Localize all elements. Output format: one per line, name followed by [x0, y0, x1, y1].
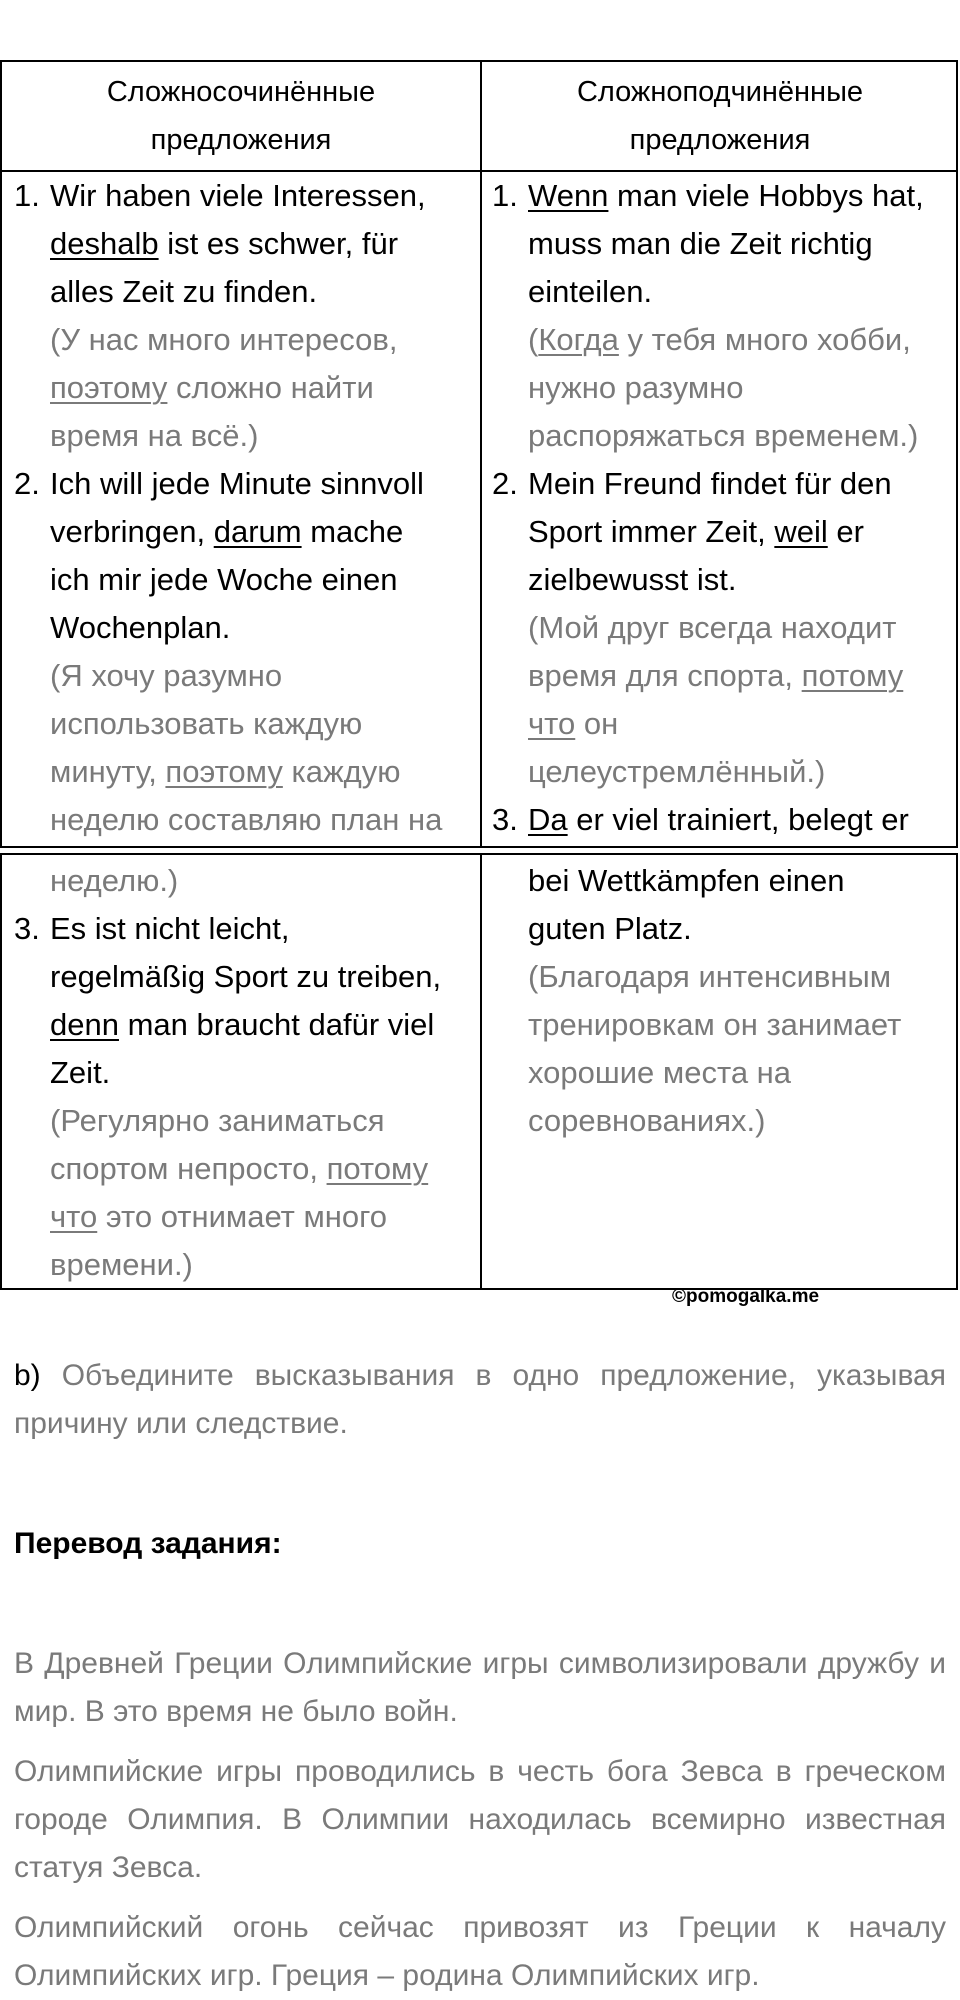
text-segment: минуту,: [50, 754, 166, 789]
text-line: [14, 220, 442, 268]
conjunction: deshalb: [50, 226, 159, 261]
text-segment: alles Zeit zu finden.: [50, 274, 318, 309]
translation-heading: Перевод задания:: [14, 1527, 282, 1560]
conjunction: потому: [326, 1151, 429, 1186]
text-segment: man viele Hobbys hat,: [608, 178, 924, 213]
text-segment: (Благодаря интенсивным: [528, 959, 892, 994]
text-segment: zielbewusst ist.: [528, 562, 737, 597]
text-line: [14, 1193, 441, 1241]
text-segment: mache: [301, 514, 404, 549]
text-segment: Sport immer Zeit,: [528, 514, 775, 549]
table-page-1: [0, 60, 958, 848]
conjunction: darum: [213, 514, 302, 549]
text-line: [14, 172, 442, 220]
cell-left-examples-continued: [14, 857, 441, 1289]
text-line: [14, 1049, 441, 1097]
item-number: 1.: [492, 178, 518, 213]
conjunction: поэтому: [50, 370, 168, 405]
text-line: [492, 796, 924, 844]
conjunction: Wenn: [528, 178, 609, 213]
text-line: [14, 508, 442, 556]
header-complex-sentences: [482, 62, 958, 170]
text-segment: время для спорта,: [528, 658, 802, 693]
cell-right-examples: [492, 172, 924, 844]
text-line: [492, 857, 901, 905]
cell-left-examples: [14, 172, 442, 844]
item-number: 2.: [14, 466, 40, 501]
text-line: [14, 604, 442, 652]
header-left-line-2: предложения: [150, 124, 332, 156]
text-segment: каждую: [282, 754, 401, 789]
text-line: [492, 953, 901, 1001]
text-line: [492, 508, 924, 556]
text-line: [492, 1049, 901, 1097]
text-line: [492, 220, 924, 268]
text-segment: неделю составляю план на: [50, 802, 443, 837]
text-segment: man braucht dafür viel: [118, 1007, 435, 1042]
text-segment: verbringen,: [50, 514, 214, 549]
conjunction: weil: [774, 514, 828, 549]
text-line: [492, 556, 924, 604]
item-number: 2.: [492, 466, 518, 501]
text-segment: er viel trainiert, belegt er: [567, 802, 909, 837]
text-line: [14, 905, 441, 953]
column-divider: [480, 62, 482, 846]
item-number: 3.: [14, 911, 40, 946]
text-line: [492, 268, 924, 316]
conjunction: denn: [50, 1007, 119, 1042]
text-line: [492, 1001, 901, 1049]
text-segment: использовать каждую: [50, 706, 363, 741]
text-segment: он: [575, 706, 619, 741]
text-line: [14, 652, 442, 700]
conjunction: потому: [801, 658, 904, 693]
text-line: [492, 316, 924, 364]
text-segment: неделю.): [50, 863, 179, 898]
task-b-label: b): [14, 1359, 41, 1392]
text-line: [492, 172, 924, 220]
header-right-line-1: Сложноподчинённые: [576, 76, 864, 108]
cell-right-examples-continued: [492, 857, 901, 1145]
text-line: [14, 1145, 441, 1193]
text-line: [14, 748, 442, 796]
text-line: [14, 1097, 441, 1145]
text-line: [14, 268, 442, 316]
text-line: [14, 412, 442, 460]
paragraph-1: В Древней Греции Олимпийские игры символизировали дружбу и мир. В это время не было войн.: [14, 1647, 946, 1728]
text-segment: bei Wettkämpfen einen: [528, 863, 845, 898]
text-segment: (Мой друг всегда находит: [528, 610, 897, 645]
column-divider: [480, 855, 482, 1288]
text-segment: (Я хочу разумно: [50, 658, 283, 693]
text-segment: guten Platz.: [528, 911, 692, 946]
text-segment: тренировкам он занимает: [528, 1007, 902, 1042]
text-segment: Ich will jede Minute sinnvoll: [50, 466, 424, 501]
watermark: ©pomogalka.me: [672, 1286, 820, 1307]
text-line: [492, 748, 924, 796]
text-line: [14, 796, 442, 844]
conjunction: поэтому: [165, 754, 283, 789]
conjunction: что: [50, 1199, 98, 1234]
text-segment: (Регулярно заниматься: [50, 1103, 385, 1138]
item-number: 1.: [14, 178, 40, 213]
text-segment: Es ist nicht leicht,: [50, 911, 290, 946]
paragraph-3: Олимпийский огонь сейчас привозят из Греции к началу Олимпийских игр. Греция – родина Олимпийских игр.: [14, 1911, 946, 1992]
text-segment: спортом непросто,: [50, 1151, 327, 1186]
text-segment: Zeit.: [50, 1055, 111, 1090]
text-line: [492, 700, 924, 748]
text-segment: это отнимает много: [97, 1199, 388, 1234]
text-line: [492, 905, 901, 953]
task-b-text: [14, 1352, 946, 1448]
text-segment: распоряжаться временем.): [528, 418, 919, 453]
conjunction: Da: [528, 802, 568, 837]
text-segment: muss man die Zeit richtig: [528, 226, 873, 261]
task-b-instruction: Объедините высказывания в одно предложение, указывая причину или следствие.: [14, 1359, 946, 1440]
text-segment: regelmäßig Sport zu treiben,: [50, 959, 442, 994]
text-segment: нужно разумно: [528, 370, 744, 405]
text-segment: Wir haben viele Interessen,: [50, 178, 426, 213]
text-segment: ist es schwer, für: [158, 226, 399, 261]
text-line: [14, 364, 442, 412]
text-line: [14, 460, 442, 508]
text-line: [14, 1001, 441, 1049]
text-line: [492, 604, 924, 652]
text-segment: Wochenplan.: [50, 610, 231, 645]
text-line: [492, 1097, 901, 1145]
text-line: [14, 857, 441, 905]
item-number: 3.: [492, 802, 518, 837]
header-compound-sentences: [2, 62, 480, 170]
text-line: [492, 460, 924, 508]
conjunction: Когда: [538, 322, 619, 357]
text-segment: ich mir jede Woche einen: [50, 562, 398, 597]
header-right-line-2: предложения: [629, 124, 811, 156]
conjunction: что: [528, 706, 576, 741]
text-line: [14, 316, 442, 364]
text-line: [492, 652, 924, 700]
table-page-2: [0, 853, 958, 1290]
text-segment: соревнованиях.): [528, 1103, 766, 1138]
text-line: [14, 556, 442, 604]
text-segment: er: [827, 514, 864, 549]
text-line: [14, 1241, 441, 1289]
text-segment: Mein Freund findet für den: [528, 466, 892, 501]
text-segment: (: [528, 322, 539, 357]
text-segment: (У нас много интересов,: [50, 322, 398, 357]
paragraph-2: Олимпийские игры проводились в честь бога Зевса в греческом городе Олимпия. В Олимпии находилась всемирно известная статуя Зевса.: [14, 1755, 946, 1884]
text-line: [492, 364, 924, 412]
text-line: [14, 700, 442, 748]
text-line: [492, 412, 924, 460]
text-segment: у тебя много хобби,: [618, 322, 911, 357]
text-segment: хорошие места на: [528, 1055, 792, 1090]
text-line: [14, 953, 441, 1001]
text-segment: сложно найти: [167, 370, 374, 405]
text-segment: целеустремлённый.): [528, 754, 826, 789]
text-segment: времени.): [50, 1247, 193, 1282]
header-left-line-1: Сложносочинённые: [106, 76, 376, 108]
text-segment: einteilen.: [528, 274, 653, 309]
text-segment: время на всё.): [50, 418, 259, 453]
